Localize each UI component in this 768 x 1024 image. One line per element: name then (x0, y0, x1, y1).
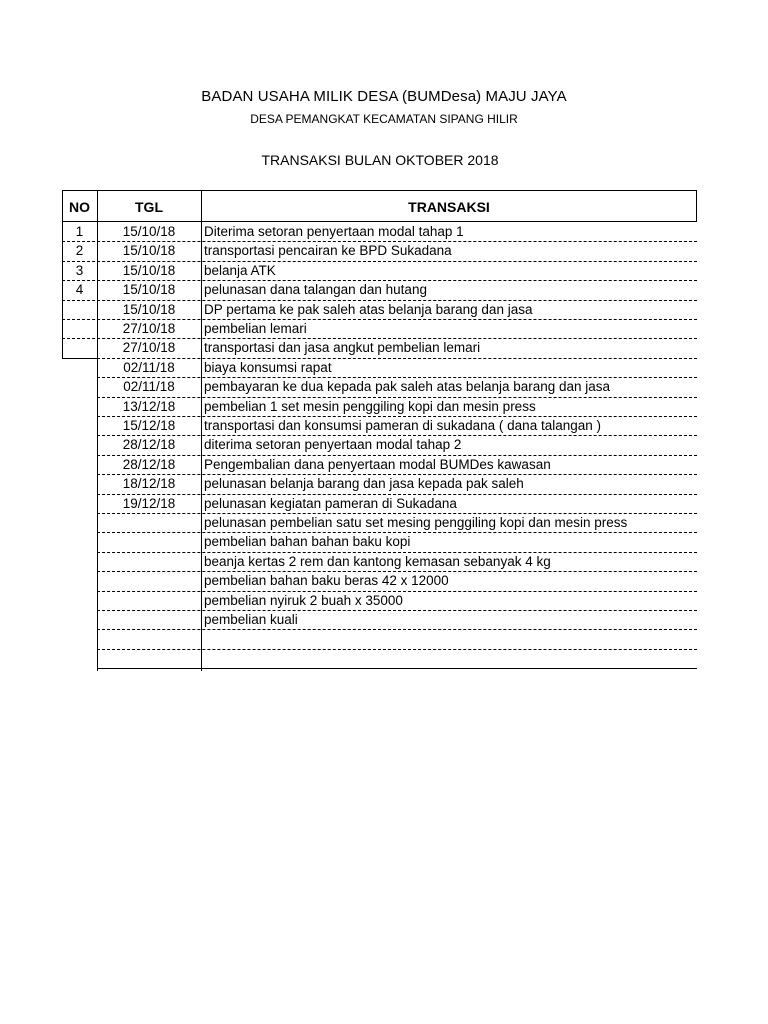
border-right-header (696, 190, 697, 222)
cell-tgl: 13/12/18 (122, 399, 176, 414)
cell-tgl: 27/10/18 (122, 321, 176, 336)
cell-transaksi: pembelian bahan bahan baku kopi (204, 534, 411, 549)
table-row (62, 649, 697, 668)
cell-transaksi: beanja kertas 2 rem dan kantong kemasan sebanyak 4 kg (204, 554, 551, 569)
cell-tgl: 28/12/18 (122, 437, 176, 452)
cell-transaksi: transportasi dan jasa angkut pembelian lemari (204, 340, 481, 355)
transaction-table (62, 190, 697, 671)
table-row (62, 455, 697, 474)
cell-transaksi: pelunasan belanja barang dan jasa kepada pak saleh (204, 476, 524, 491)
row-separator (97, 668, 697, 669)
table-row (62, 280, 697, 299)
cell-no: 4 (75, 282, 84, 297)
cell-transaksi: biaya konsumsi rapat (204, 360, 332, 375)
cell-transaksi: belanja ATK (204, 263, 276, 278)
period-title: TRANSAKSI BULAN OKTOBER 2018 (261, 152, 499, 168)
org-title: BADAN USAHA MILIK DESA (BUMDesa) MAJU JAYA (201, 88, 567, 105)
cell-no: 2 (75, 243, 84, 258)
cell-transaksi: transportasi pencairan ke BPD Sukadana (204, 243, 452, 258)
cell-tgl: 15/12/18 (122, 418, 176, 433)
cell-tgl: 15/10/18 (122, 302, 176, 317)
col-header-transaksi: TRANSAKSI (201, 190, 697, 222)
table-row (62, 610, 697, 629)
cell-transaksi: pelunasan kegiatan pameran di Sukadana (204, 496, 457, 511)
cell-tgl: 02/11/18 (123, 360, 175, 375)
cell-tgl: 15/10/18 (122, 243, 176, 258)
cell-tgl: 28/12/18 (122, 457, 176, 472)
table-row (62, 571, 697, 590)
cell-no: 3 (75, 263, 84, 278)
cell-no: 1 (75, 224, 84, 239)
cell-transaksi: Diterima setoran penyertaan modal tahap 1 (204, 224, 464, 239)
cell-tgl: 15/10/18 (122, 224, 176, 239)
cell-transaksi: pelunasan pembelian satu set mesing penggiling kopi dan mesin press (204, 515, 628, 530)
table-row (62, 319, 697, 338)
table-row (62, 591, 697, 610)
col-header-tgl: TGL (97, 190, 201, 222)
table-row (62, 261, 697, 280)
table-row (62, 397, 697, 416)
table-row (62, 338, 697, 357)
table-row (62, 241, 697, 260)
table-row (62, 552, 697, 571)
table-row (62, 377, 697, 396)
table-row (62, 358, 697, 377)
org-subtitle: DESA PEMANGKAT KECAMATAN SIPANG HILIR (250, 112, 518, 126)
cell-tgl: 15/10/18 (122, 263, 176, 278)
col-header-no: NO (62, 190, 97, 222)
table-row (62, 300, 697, 319)
cell-tgl: 19/12/18 (122, 496, 176, 511)
cell-transaksi: DP pertama ke pak saleh atas belanja barang dan jasa (204, 302, 533, 317)
cell-transaksi: pembelian nyiruk 2 buah x 35000 (204, 593, 403, 608)
cell-transaksi: pembelian kuali (204, 612, 298, 627)
cell-tgl: 15/10/18 (122, 282, 176, 297)
cell-tgl: 02/11/18 (123, 379, 175, 394)
cell-tgl: 27/10/18 (122, 340, 176, 355)
table-row (62, 222, 697, 241)
cell-transaksi: diterima setoran penyertaan modal tahap 2 (204, 437, 462, 452)
table-row (62, 416, 697, 435)
table-row (62, 513, 697, 532)
cell-transaksi: pembelian lemari (204, 321, 307, 336)
table-row (62, 532, 697, 551)
table-row (62, 435, 697, 454)
cell-tgl: 18/12/18 (122, 476, 176, 491)
table-row (62, 474, 697, 493)
cell-transaksi: pembayaran ke dua kepada pak saleh atas belanja barang dan jasa (204, 379, 611, 394)
cell-transaksi: pembelian 1 set mesin penggiling kopi dan mesin press (204, 399, 536, 414)
table-row (62, 629, 697, 648)
cell-transaksi: pelunasan dana talangan dan hutang (204, 282, 427, 297)
cell-transaksi: transportasi dan konsumsi pameran di sukadana ( dana talangan ) (204, 418, 601, 433)
cell-transaksi: pembelian bahan baku beras 42 x 12000 (204, 573, 449, 588)
table-row (62, 494, 697, 513)
cell-transaksi: Pengembalian dana penyertaan modal BUMDes kawasan (204, 457, 551, 472)
